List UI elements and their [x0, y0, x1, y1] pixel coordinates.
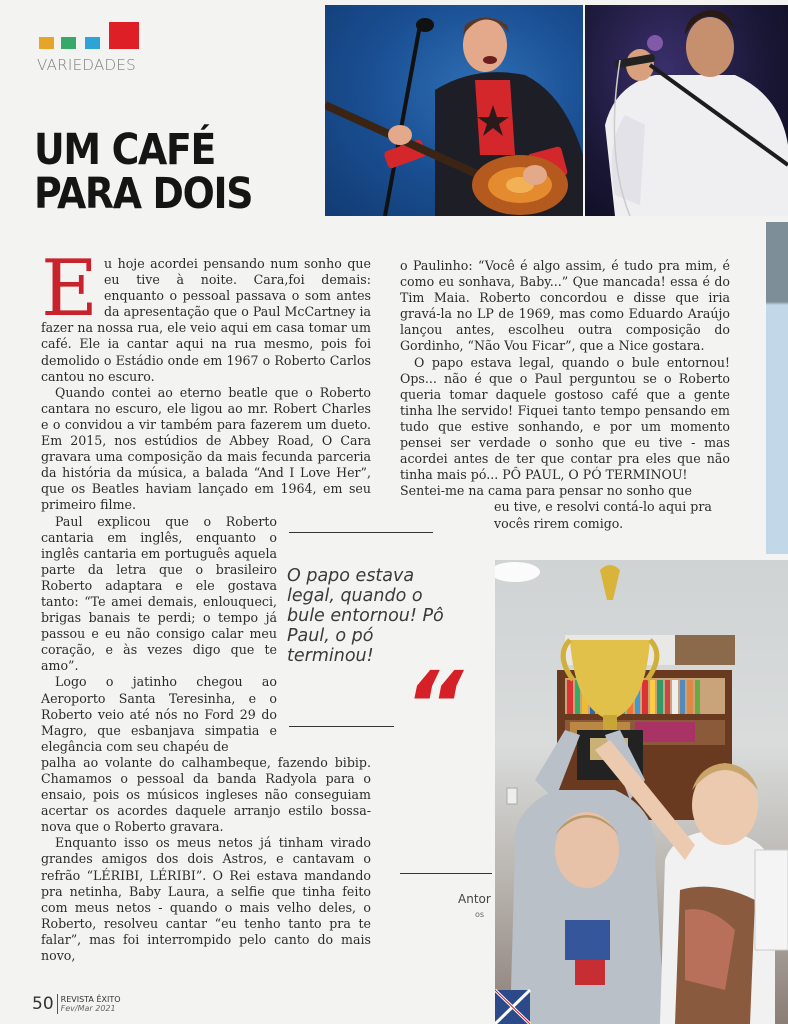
- photo-kids-trophy: [495, 560, 788, 1024]
- pull-quote-bottom-rule: [289, 726, 394, 727]
- red-square: [109, 22, 139, 49]
- green-square: [61, 37, 76, 49]
- page-number: 50: [32, 994, 54, 1014]
- title-line-1: UM CAFÉ: [34, 125, 216, 175]
- issue-date: Fev/Mar 2021: [60, 1004, 116, 1013]
- quote-mark-icon: “: [404, 652, 456, 759]
- color-squares: [37, 22, 147, 52]
- paragraph-3: Paul explicou que o Roberto cantaria em inglês, enquanto o inglês cantaria em português aquela parte da letra que o brasileiro Roberto adaptara e ele gostava tanto: “Te amei demais, enlouqueci, brigas banais te perdi; o tempo já passou e eu não consigo calar meu coração, e às vezes digo que te amo”.: [41, 513, 277, 674]
- magazine-name: REVISTA ÊXITO: [60, 995, 121, 1004]
- paragraph-8-cont: eu tive, e resolvi contá-lo aqui pra vocês rirem comigo.: [494, 499, 712, 531]
- side-photo-strip: [766, 222, 788, 554]
- section-tag: [37, 22, 147, 74]
- paragraph-4: Logo o jatinho chegou ao Aeroporto Santa Teresinha, e o Roberto veio até nós no Ford 29 do Magro, que esbanjava simpatia e elegância com seu chapéu de: [41, 674, 277, 754]
- blue-square: [85, 37, 100, 49]
- paragraph-8: Sentei-me na cama para pensar no sonho que: [400, 483, 692, 499]
- article-right-column: [400, 258, 730, 532]
- footer-divider: [57, 994, 58, 1014]
- article-title: [34, 125, 253, 219]
- pull-quote-top-rule: [289, 532, 433, 533]
- paragraph-4-cont: palha ao volante do calhambeque, fazendo bibip. Chamamos o pessoal da banda Radyola para o ensaio, pois os músicos ingleses não conseguiam acertar os acordes daquele arranjo estilo bossa-nova que o Roberto gravara.: [41, 754, 371, 835]
- photo-paul-mccartney: [325, 5, 583, 216]
- page-footer: [32, 994, 121, 1014]
- paragraph-5: Enquanto isso os meus netos já tinham virado grandes amigos dos dois Astros, e cantavam o refrão “LÉRIBI, LÉRIBI”. O Rei estava mandando pra netinha, Baby Laura, a selfie que tinha feito com meus netos - quando o mais velho deles, o Roberto, resolveu cantar “eu tenho tanto pra te falar”, mas foi interrompido pelo canto do mais novo,: [41, 835, 371, 964]
- title-line-2: PARA DOIS: [34, 169, 253, 219]
- drop-cap: E: [41, 244, 98, 334]
- paragraph-2: Quando contei ao eterno beatle que o Roberto cantara no escuro, ele ligou ao mr. Robert Charles e o convidou a vir também para fazerem um dueto. Em 2015, nos estúdios de Abbey Road, O Cara gravara uma composição da mais fecunda parceria da história da música, a balada “And I Love Her”, que os Beatles haviam lançado em 1964, em seu primeiro filme.: [41, 384, 371, 513]
- yellow-square: [39, 37, 54, 49]
- paragraph-1: Eu hoje acordei pensando num sonho que eu tive à noite. Cara,foi demais: enquanto o pessoal passava o som antes da apresentação que o Paul McCartney ia fazer na nossa rua, ele veio aqui em casa tomar um café. Ele ia cantar aqui na rua mesmo, pois foi demolido o Estádio onde em 1967 o Roberto Carlos cantou no escuro.: [41, 244, 371, 384]
- pull-quote: O papo estava legal, quando o bule entornou! Pô Paul, o pó terminou!: [287, 566, 444, 666]
- author-subtitle: os: [475, 910, 485, 919]
- paragraph-7: O papo estava legal, quando o bule entornou! Ops... não é que o Paul perguntou se o Roberto queria tomar daquele gostoso café que a gente tinha lhe servido! Fiquei tanto tempo pensando em tudo que estive sonhando, e por um momento pensei ser verdade o sonho que eu tive - mas acordei antes de ter que contar pra eles que não tinha mais pó... PÔ PAUL, O PÓ TERMINOU!: [400, 354, 730, 483]
- paragraph-6: o Paulinho: “Você é algo assim, é tudo pra mim, é como eu sonhava, Baby...” Que mancada! essa é do Tim Maia. Roberto concordou e disse que iria gravá-la no LP de 1969, mas como Eduardo Araújo lançou antes, escolheu outra composição do Gordinho, “Não Vou Ficar”, que a Nice gostara.: [400, 258, 730, 354]
- author-rule: [400, 873, 492, 874]
- author-name: Antor: [458, 892, 491, 906]
- footer-publication: [61, 995, 121, 1013]
- photo-roberto-carlos: [585, 5, 788, 216]
- section-label: VARIEDADES: [37, 56, 136, 74]
